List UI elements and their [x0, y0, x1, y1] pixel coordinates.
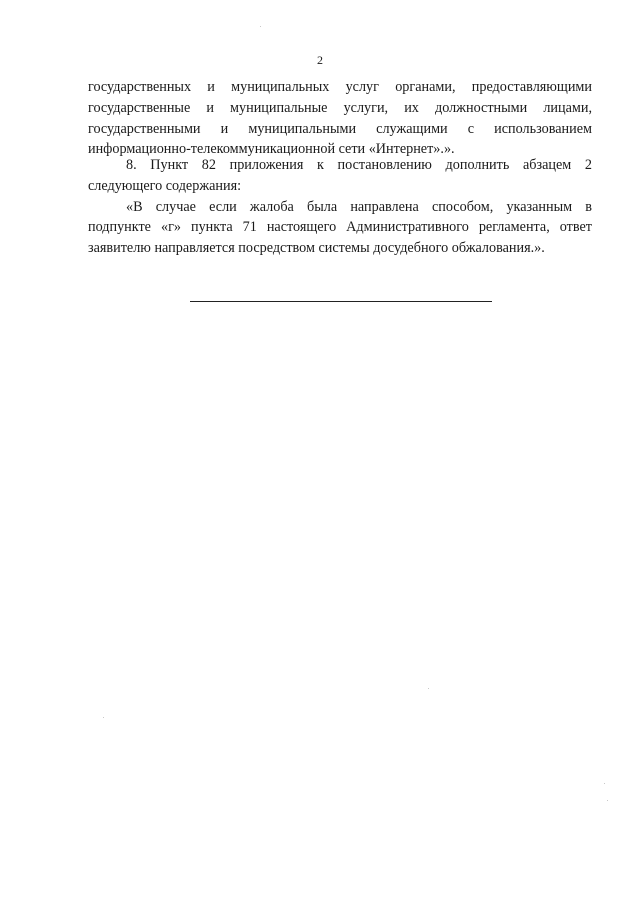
scan-speck	[428, 688, 429, 689]
scan-speck	[103, 717, 104, 718]
page-number: 2	[317, 53, 323, 67]
text-line: следующего содержания:	[88, 178, 242, 194]
text-line: государственными и муниципальными служащими с использованием	[88, 121, 592, 137]
scan-speck	[260, 26, 261, 27]
text-line: подпункте «г» пункта 71 настоящего Административного регламента, ответ	[88, 219, 592, 235]
text-line: информационно-телекоммуникационной сети «Интернет».».	[88, 141, 455, 157]
text-line: заявителю направляется посредством системы досудебного обжалования.».	[88, 240, 545, 256]
text-line: государственные и муниципальные услуги, их должностными лицами,	[88, 100, 592, 116]
paragraph-8-first-line: 8. Пункт 82 приложения к постановлению дополнить абзацем 2	[126, 157, 592, 173]
text-line: государственных и муниципальных услуг органами, предоставляющими	[88, 79, 592, 95]
closing-rule	[190, 301, 492, 302]
quote-first-line: «В случае если жалоба была направлена способом, указанным в	[126, 199, 592, 215]
scan-speck	[604, 783, 605, 784]
scan-speck	[607, 800, 608, 801]
